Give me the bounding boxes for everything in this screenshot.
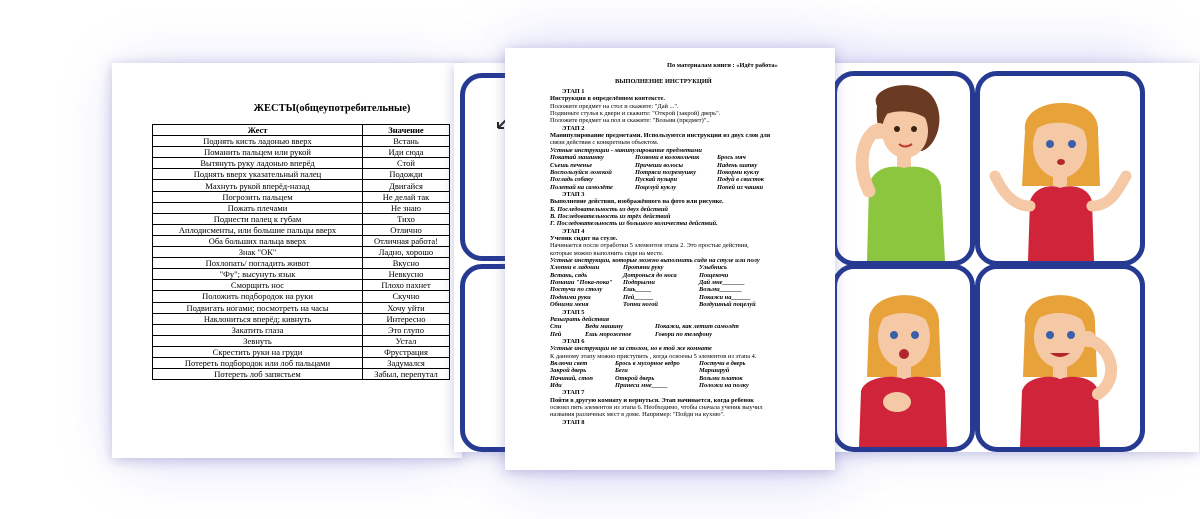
doc-instruction-item: Потряси погремушку xyxy=(635,168,697,176)
meaning-cell: Забыл, перепутал xyxy=(363,369,450,380)
picture-card-woman-phone xyxy=(832,71,975,266)
doc-instruction-item: Хлопни в ладоши xyxy=(550,264,600,272)
table-row xyxy=(153,313,450,324)
gesture-cell: Наклониться вперёд; кивнуть xyxy=(153,313,363,324)
gesture-cell: Потереть подбородок или лоб пальцами xyxy=(153,357,363,368)
doc-line: Устные инструкции, которые можно выполнить сидя на стуле или полу xyxy=(550,257,760,265)
table-row xyxy=(153,258,450,269)
doc-instruction-item: Надень шапку xyxy=(717,161,758,169)
doc-instruction-item: Включи свет xyxy=(550,359,588,367)
gesture-cell: Оба больших пальца вверх xyxy=(153,235,363,246)
gesture-cell: Погрозить пальцем xyxy=(153,191,363,202)
column-header-gesture: Жест xyxy=(153,125,363,136)
meaning-cell: Тихо xyxy=(363,213,450,224)
doc-instruction-item: Протяни руку xyxy=(623,264,664,272)
doc-instruction-item: Дотронься до носа xyxy=(623,271,677,279)
table-row xyxy=(153,302,450,313)
doc-line: Устные инструкции - манипулирование предметами xyxy=(550,146,702,154)
table-row xyxy=(153,169,450,180)
doc-instruction-item: Начинай, стоп xyxy=(550,374,593,382)
table-row xyxy=(153,180,450,191)
doc-line: ЭТАП 8 xyxy=(562,418,585,426)
table-row xyxy=(153,213,450,224)
doc-instruction-item: Говори по телефону xyxy=(655,330,713,338)
doc-line: Положите предмет на пол и скажите: "Возьми (предмет)".. xyxy=(550,117,710,125)
table-row xyxy=(153,324,450,335)
gesture-cell: Сморщить нос xyxy=(153,280,363,291)
doc-line: Положите предмет на стол и скажите: "Дай ...". xyxy=(550,102,679,110)
doc-instruction-item: Покажи на______ xyxy=(699,293,751,301)
doc-instruction-item: Ешь мороженое xyxy=(585,330,632,338)
doc-line: Манипулирование предметами. Используются инструкции из двух слов для xyxy=(550,132,771,140)
meaning-cell: Встань xyxy=(363,136,450,147)
meaning-cell: Стой xyxy=(363,158,450,169)
doc-instruction-item: Поцелуй куклу xyxy=(635,183,677,191)
doc-instruction-item: Веди машину xyxy=(585,323,624,331)
doc-instruction-item: Маршируй xyxy=(699,367,730,375)
girl-phone-gesture-illustration xyxy=(980,269,1140,447)
doc-line: Выполнение действия, изображённого на фото или рисунке. xyxy=(550,198,724,206)
doc-line: Подвиньте стулья к двери и скажите: "Открой (закрой) дверь". xyxy=(550,110,721,118)
doc-instruction-item: Брось мяч xyxy=(717,154,746,162)
doc-instruction-item: Съешь печенье xyxy=(550,161,593,169)
doc-instruction-item: Положи на полку xyxy=(699,382,749,389)
woman-phone-gesture-illustration xyxy=(837,76,970,261)
gesture-cell: Поднести палец к губам xyxy=(153,213,363,224)
doc-line: которые можно выполнить сидя на месте. xyxy=(550,249,664,257)
meaning-cell: Двигайся xyxy=(363,180,450,191)
meaning-cell: Иди сюда xyxy=(363,147,450,158)
doc-instruction-item: Постучи в дверь xyxy=(699,359,746,367)
table-row xyxy=(153,224,450,235)
instructions-sheet xyxy=(505,48,835,470)
meaning-cell: Это глупо xyxy=(363,324,450,335)
doc-instruction-item: Принеси мне_____ xyxy=(615,382,668,389)
doc-instruction-item: Спи xyxy=(550,323,562,331)
gesture-cell: Вытянуть руку ладонью вперёд xyxy=(153,158,363,169)
doc-instruction-item: Воспользуйся ложкой xyxy=(550,168,612,176)
meaning-cell: Невкусно xyxy=(363,269,450,280)
table-row xyxy=(153,269,450,280)
meaning-cell: Подожди xyxy=(363,169,450,180)
gesture-cell: Похлопать/ погладить живот xyxy=(153,258,363,269)
meaning-cell: Вкусно xyxy=(363,258,450,269)
doc-instruction-item: Пей xyxy=(550,330,562,338)
doc-line: ЭТАП 1 xyxy=(562,88,585,95)
doc-instruction-item: Обними меня xyxy=(550,301,589,309)
doc-instruction-item: Пей______ xyxy=(623,293,654,301)
gesture-cell: Поднять кисть ладонью вверх xyxy=(153,136,363,147)
gestures-table xyxy=(152,124,450,380)
meaning-cell: Отличная работа! xyxy=(363,235,450,246)
table-row xyxy=(153,235,450,246)
doc-instruction-item: Улыбнись xyxy=(699,264,727,272)
table-row xyxy=(153,291,450,302)
gesture-cell: Зевнуть xyxy=(153,335,363,346)
doc-instruction-item: Постучи по столу xyxy=(550,286,603,294)
doc-instruction-item: Причеши волосы xyxy=(635,161,683,169)
gestures-sheet xyxy=(112,63,462,458)
picture-card-girl-shrug xyxy=(975,71,1145,266)
doc-instruction-item: Брось в мусорное ведро xyxy=(615,359,680,367)
meaning-cell: Плохо пахнет xyxy=(363,280,450,291)
doc-instruction-item: Встань, сядь xyxy=(550,271,588,279)
meaning-cell: Не делай так xyxy=(363,191,450,202)
picture-card-girl-surprised xyxy=(832,264,975,452)
doc-instruction-item: Беги xyxy=(615,367,628,375)
doc-line: В. Последовательность из трёх действий xyxy=(550,212,671,220)
meaning-cell: Устал xyxy=(363,335,450,346)
table-row xyxy=(153,136,450,147)
doc-line: названия различных мест в доме. Например: "Пойди на кухню". xyxy=(550,411,725,419)
doc-line: связи действия с конкретным объектом. xyxy=(550,139,659,147)
doc-line: Инструкция в определённом контексте. xyxy=(550,95,665,103)
table-row xyxy=(153,357,450,368)
gesture-cell: Поманить пальцем или рукой xyxy=(153,147,363,158)
doc-instruction-item: Дай мне_______ xyxy=(699,279,745,287)
table-row xyxy=(153,346,450,357)
gestures-title: ЖЕСТЫ(общеупотребительные) xyxy=(253,103,411,114)
doc-instruction-item: Покажи, как летит самолёт xyxy=(655,323,739,331)
meaning-cell: Интересно xyxy=(363,313,450,324)
meaning-cell: Задумался xyxy=(363,357,450,368)
gesture-cell: Знак "ОК" xyxy=(153,247,363,258)
doc-line: Начинается после отработки 5 элементов этапа 2. Это простые действия, xyxy=(550,242,749,250)
doc-line: ЭТАП 3 xyxy=(562,190,585,198)
doc-line: ЭТАП 5 xyxy=(562,308,585,316)
table-row xyxy=(153,202,450,213)
meaning-cell: Скучно xyxy=(363,291,450,302)
table-row xyxy=(153,280,450,291)
doc-line: Ученик сидит на стуле. xyxy=(550,235,618,242)
column-header-meaning: Значение xyxy=(363,125,450,136)
doc-instruction-item: Покатай машинку xyxy=(550,154,604,162)
doc-instruction-item: Попей из чашки xyxy=(717,183,764,191)
meaning-cell: Ладно, хорошо xyxy=(363,247,450,258)
doc-line: К данному этапу можно приступить , когда освоены 5 элементов из этапа 4. xyxy=(550,352,757,360)
gesture-cell: "Фу"; высунуть язык xyxy=(153,269,363,280)
table-row xyxy=(153,369,450,380)
table-row xyxy=(153,158,450,169)
doc-line: Г. Последовательность из большого количества действий. xyxy=(550,220,718,228)
gesture-cell: Поднять вверх указательный палец xyxy=(153,169,363,180)
doc-instruction-item: Полетай на самолёте xyxy=(550,183,613,191)
doc-instruction-item: Возьми_______ xyxy=(699,286,743,294)
table-row xyxy=(153,147,450,158)
doc-instruction-item: Погладь собаку xyxy=(550,176,593,184)
table-row xyxy=(153,191,450,202)
doc-line: Пойти в другую комнату и вернуться. Этап начинается, когда ребенок xyxy=(550,396,754,404)
gesture-cell: Закатить глаза xyxy=(153,324,363,335)
meaning-cell: Отлично xyxy=(363,224,450,235)
doc-instruction-item: Помаши "Пока-пока" xyxy=(550,279,613,287)
doc-instruction-item: Покорми куклу xyxy=(717,168,760,176)
doc-instruction-item: Закрой дверь xyxy=(550,367,587,375)
doc-line: Б. Последовательность из двух действий xyxy=(550,205,668,213)
doc-instruction-item: Ешь_____ xyxy=(623,286,652,294)
doc-instruction-item: Подуй в свисток xyxy=(717,176,765,184)
doc-instruction-item: Подними руки xyxy=(550,293,591,301)
doc-instruction-item: Подпрыгни xyxy=(623,279,655,287)
doc-line: ЭТАП 4 xyxy=(562,227,585,235)
doc-instruction-item: Воздушный поцелуй xyxy=(699,301,756,309)
doc-title: ВЫПОЛНЕНИЕ ИНСТРУКЦИЙ xyxy=(615,78,712,85)
doc-line: освоил пять элементов из этапа 6. Необходимо, чтобы сначала ученик выучил xyxy=(550,404,763,412)
gesture-cell: Положить подбородок на руки xyxy=(153,291,363,302)
doc-instruction-item: Возьми платок xyxy=(699,374,743,382)
doc-instruction-item: Открой дверь xyxy=(615,374,655,382)
gesture-cell: Потереть лоб запястьем xyxy=(153,369,363,380)
doc-line: Разыграть действия xyxy=(550,315,610,323)
gesture-cell: Подвигать ногами; посмотреть на часы xyxy=(153,302,363,313)
gesture-cell: Скрестить руки на груди xyxy=(153,346,363,357)
doc-instruction-item: Пощекочи xyxy=(699,271,729,279)
doc-instruction-item: Пускай пузыри xyxy=(635,176,678,184)
gesture-cell: Пожать плечами xyxy=(153,202,363,213)
gesture-cell: Аплодисменты, или большие пальцы вверх xyxy=(153,224,363,235)
doc-instruction-item: Позвони в колокольчик xyxy=(635,154,700,162)
doc-line: ЭТАП 6 xyxy=(562,337,585,345)
meaning-cell: Фрустрация xyxy=(363,346,450,357)
girl-shrug-illustration xyxy=(980,76,1140,261)
picture-card-girl-phone xyxy=(975,264,1145,452)
table-row xyxy=(153,335,450,346)
doc-line: Устные инструкции не за столом, но в той же комнате xyxy=(550,345,712,353)
doc-instruction-item: Иди xyxy=(550,382,562,389)
doc-source: По материалам книги : «Идёт работа» xyxy=(667,62,778,69)
meaning-cell: Не знаю xyxy=(363,202,450,213)
doc-instruction-item: Топни ногой xyxy=(623,301,658,309)
girl-surprised-illustration xyxy=(837,269,970,447)
doc-line: ЭТАП 2 xyxy=(562,124,585,132)
meaning-cell: Хочу уйти xyxy=(363,302,450,313)
doc-line: ЭТАП 7 xyxy=(562,389,585,397)
gesture-cell: Махнуть рукой вперёд-назад xyxy=(153,180,363,191)
table-header-row xyxy=(153,125,450,136)
table-row xyxy=(153,247,450,258)
